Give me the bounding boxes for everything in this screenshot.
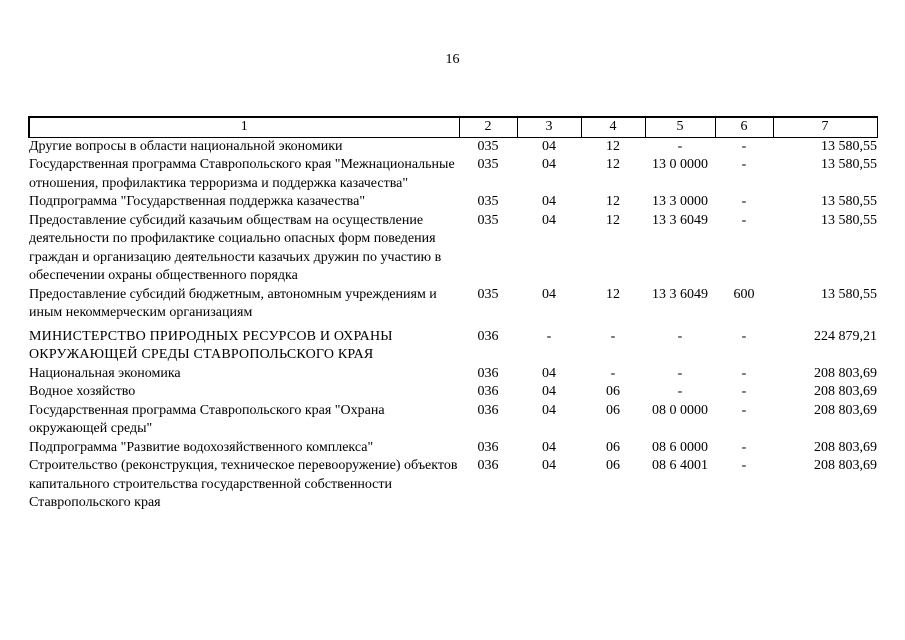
row-amount: 208 803,69 bbox=[814, 458, 877, 473]
row-ministry-code: 036 bbox=[477, 439, 499, 455]
row-ministry-code: 036 bbox=[477, 458, 499, 473]
row-name: Водное хозяйство bbox=[29, 384, 136, 399]
row-expense-type: - bbox=[741, 439, 747, 455]
row-ministry-code: 035 bbox=[477, 157, 499, 172]
row-ministry-code: 035 bbox=[477, 212, 499, 228]
row-amount: 13 580,55 bbox=[821, 138, 877, 154]
row-section: 04 bbox=[542, 365, 556, 381]
row-section: 04 bbox=[542, 212, 556, 228]
row-section: 04 bbox=[542, 458, 556, 473]
row-subsection: 12 bbox=[606, 212, 620, 228]
row-target-article: 13 3 6049 bbox=[652, 286, 708, 302]
row-expense-type: - bbox=[741, 384, 747, 399]
row-section: 04 bbox=[542, 384, 556, 399]
row-expense-type: - bbox=[741, 212, 747, 228]
row-expense-type: - bbox=[741, 458, 747, 473]
row-ministry-code: 036 bbox=[477, 328, 499, 344]
row-name: Другие вопросы в области национальной экономики bbox=[29, 138, 343, 154]
row-target-article: 13 0 0000 bbox=[652, 157, 708, 172]
row-amount: 224 879,21 bbox=[814, 328, 877, 344]
row-amount: 13 580,55 bbox=[821, 212, 877, 228]
row-ministry-code: 036 bbox=[477, 365, 499, 381]
row-target-article: 08 6 4001 bbox=[652, 458, 708, 473]
header-row bbox=[29, 117, 877, 137]
row-name: Национальная экономика bbox=[29, 365, 181, 381]
row-target-article: - bbox=[677, 365, 683, 381]
page-number: 16 bbox=[445, 52, 460, 67]
table-row bbox=[29, 286, 877, 323]
row-target-article: 08 0 0000 bbox=[652, 402, 708, 418]
row-name: Подпрограмма "Государственная поддержка казачества" bbox=[29, 194, 366, 209]
row-ministry-code: 035 bbox=[477, 286, 499, 302]
row-subsection: 06 bbox=[606, 458, 620, 473]
header-col-6: 6 bbox=[715, 117, 773, 137]
row-target-article: - bbox=[677, 138, 683, 154]
row-ministry-code: 036 bbox=[477, 384, 499, 399]
row-subsection: 06 bbox=[606, 384, 620, 399]
table-row bbox=[29, 137, 877, 156]
row-amount: 13 580,55 bbox=[821, 194, 877, 209]
row-target-article: 13 3 6049 bbox=[652, 212, 708, 228]
row-subsection: 12 bbox=[606, 194, 620, 209]
header-col-3: 3 bbox=[517, 117, 581, 137]
row-expense-type: 600 bbox=[733, 286, 755, 302]
row-name: Предоставление субсидий казачьим обществам на осуществление деятельности по профилактике социально опасных форм поведения граждан и организацию деятельности казачьих дружин по участию в обеспечении охраны общественного порядка bbox=[29, 212, 442, 283]
row-amount: 13 580,55 bbox=[821, 286, 877, 302]
row-expense-type: - bbox=[741, 157, 747, 172]
row-section: 04 bbox=[542, 194, 556, 209]
row-target-article: 13 3 0000 bbox=[652, 194, 708, 209]
table-row bbox=[29, 156, 877, 193]
table-row bbox=[29, 383, 877, 402]
row-section: 04 bbox=[542, 157, 556, 172]
header-col-1: 1 bbox=[29, 117, 459, 137]
row-amount: 13 580,55 bbox=[821, 157, 877, 172]
row-section: 04 bbox=[542, 138, 556, 154]
table-row bbox=[29, 457, 877, 513]
row-section: 04 bbox=[542, 402, 556, 418]
row-subsection: 12 bbox=[606, 286, 620, 302]
header-col-4: 4 bbox=[581, 117, 645, 137]
row-section: 04 bbox=[542, 439, 556, 455]
table-row bbox=[29, 365, 877, 384]
row-name: Государственная программа Ставропольского края "Межнациональные отношения, профилактика терроризма и поддержка казачества" bbox=[29, 157, 455, 191]
table-row bbox=[29, 212, 877, 286]
table-row bbox=[29, 193, 877, 212]
row-name: Подпрограмма "Развитие водохозяйственного комплекса" bbox=[29, 439, 374, 455]
row-target-article: - bbox=[677, 328, 683, 344]
row-target-article: - bbox=[677, 384, 683, 399]
row-ministry-code: 035 bbox=[477, 138, 499, 154]
row-amount: 208 803,69 bbox=[814, 384, 877, 399]
row-subsection: 12 bbox=[606, 138, 620, 154]
header-col-5: 5 bbox=[645, 117, 715, 137]
row-expense-type: - bbox=[741, 328, 747, 344]
row-ministry-code: 035 bbox=[477, 194, 499, 209]
row-subsection: - bbox=[610, 365, 616, 381]
row-name: МИНИСТЕРСТВО ПРИРОДНЫХ РЕСУРСОВ И ОХРАНЫ ОКРУЖАЮЩЕЙ СРЕДЫ СТАВРОПОЛЬСКОГО КРАЯ bbox=[29, 328, 393, 362]
row-subsection: - bbox=[610, 328, 616, 344]
row-subsection: 06 bbox=[606, 439, 620, 455]
table-row bbox=[29, 402, 877, 439]
row-ministry-code: 036 bbox=[477, 402, 499, 418]
budget-table bbox=[28, 116, 878, 513]
row-expense-type: - bbox=[741, 402, 747, 418]
row-expense-type: - bbox=[741, 365, 747, 381]
table-row bbox=[29, 439, 877, 458]
row-expense-type: - bbox=[741, 138, 747, 154]
table-row-ministry bbox=[29, 323, 877, 365]
row-subsection: 12 bbox=[606, 157, 620, 172]
row-subsection: 06 bbox=[606, 402, 620, 418]
row-amount: 208 803,69 bbox=[814, 365, 877, 381]
row-target-article: 08 6 0000 bbox=[652, 439, 708, 455]
row-name: Строительство (реконструкция, техническое перевооружение) объектов капитального строительства государственной собственности Ставропольского края bbox=[29, 458, 458, 510]
row-amount: 208 803,69 bbox=[814, 402, 877, 418]
row-section: - bbox=[546, 328, 552, 344]
row-name: Предоставление субсидий бюджетным, автономным учреждениям и иным некоммерческим организациям bbox=[29, 286, 437, 320]
row-expense-type: - bbox=[741, 194, 747, 209]
row-section: 04 bbox=[542, 286, 556, 302]
header-col-7: 7 bbox=[773, 117, 877, 137]
header-col-2: 2 bbox=[459, 117, 517, 137]
row-name: Государственная программа Ставропольского края "Охрана окружающей среды" bbox=[29, 402, 385, 436]
row-amount: 208 803,69 bbox=[814, 439, 877, 455]
